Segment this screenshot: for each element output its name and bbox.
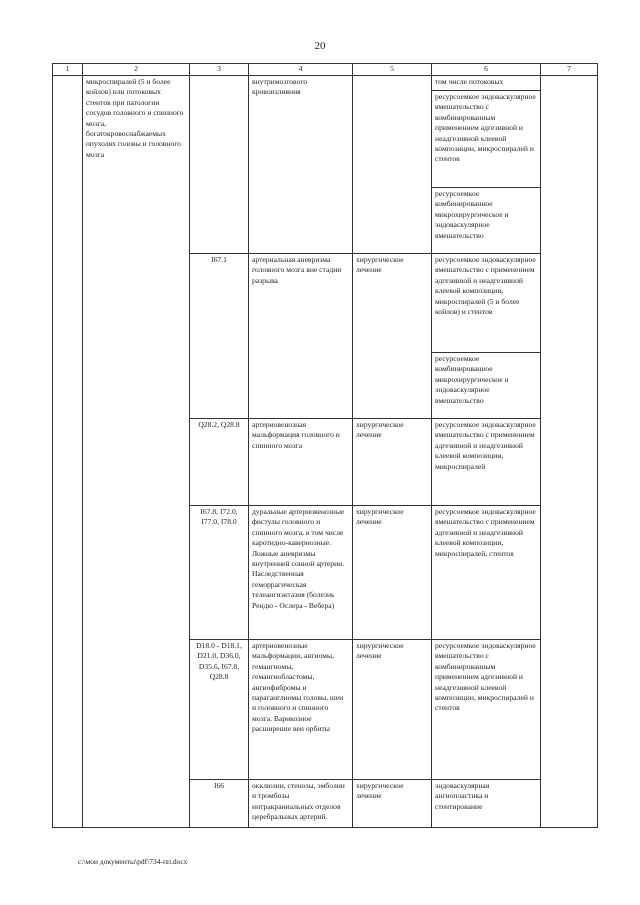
cell-method: ресурсоемкое комбинированное микрохирургическое и эндоваскулярное вмешательство bbox=[432, 353, 541, 419]
cell-icd-code: D18.0 - D18.1, D21.0, D36.0, D35.6, I67.8, Q28.8 bbox=[190, 640, 249, 780]
cell-icd-code: I66 bbox=[190, 780, 249, 828]
cell-patient-model: артериальная аневризма головного мозга вне стадии разрыва bbox=[249, 254, 353, 419]
cell-treatment-type: хирургическое лечение bbox=[353, 780, 432, 828]
cell-method: ресурсоемкое эндоваскулярное вмешательство с комбинированным применением адгезивной и неадгезивной клеевой композиции, микроспиралей и стентов bbox=[432, 91, 541, 188]
cell-patient-model: внутримозгового кровоизлияния bbox=[249, 76, 353, 254]
cell-treatment-type bbox=[353, 76, 432, 254]
cell-method: ресурсоемкое комбинированное микрохирургическое и эндоваскулярное вмешательство bbox=[432, 188, 541, 254]
cell-patient-model: артериовенозная мальформация головного и спинного мозга bbox=[249, 419, 353, 506]
cell-icd-code bbox=[190, 76, 249, 254]
cell-treatment-type: хирургическое лечение bbox=[353, 254, 432, 419]
table-row bbox=[53, 76, 598, 91]
cell-method: ресурсоемкое эндоваскулярное вмешательство с применением адгезивной и неадгезивной клеевой композиции, микроспиралей (5 и более койлов) и стентов bbox=[432, 254, 541, 353]
header-row bbox=[53, 64, 598, 76]
cell-patient-model: артериовенозные мальформации, ангиомы, гемангиомы, гемангиобластомы, ангиофибромы и параганглиомы головы, шеи и головного и спинного мозга. Варикозное расширение вен орбиты bbox=[249, 640, 353, 780]
col-header-1: 1 bbox=[53, 64, 83, 76]
col-header-2: 2 bbox=[83, 64, 190, 76]
cell-icd-code: I67.1 bbox=[190, 254, 249, 419]
cell-treatment-type: хирургическое лечение bbox=[353, 640, 432, 780]
cell-method: ресурсоемкое эндоваскулярное вмешательство с комбинированным применением адгезивной и неадгезивной клеевой композиции, микроспиралей и стентов bbox=[432, 640, 541, 780]
cell-method: эндоваскулярная ангиопластика и стентирование bbox=[432, 780, 541, 828]
cell-patient-model: дуральные артериовенозные фистулы головного и спинного мозга, в том числе каротидно-кавернозные. Ложные аневризмы внутренней сонной артерии. Наследственная геморрагическая телеангиэктазия (болезнь Рендю - Ослера - Вебера) bbox=[249, 506, 353, 640]
col-header-7: 7 bbox=[541, 64, 598, 76]
cell-intervention-name: микроспиралей (5 и более койлов) или потоковых стентов при патологии сосудов головного и спинного мозга, богатокровоснабжаемых опухолях головы и головного мозга bbox=[83, 76, 190, 828]
col-header-6: 6 bbox=[432, 64, 541, 76]
footer-file-path: c:\мои документы\pdf\734-пп.docx bbox=[78, 857, 188, 866]
procedures-table bbox=[52, 63, 598, 828]
cell-col7 bbox=[541, 76, 598, 828]
page-number: 20 bbox=[314, 40, 326, 52]
col-header-4: 4 bbox=[249, 64, 353, 76]
col-header-3: 3 bbox=[190, 64, 249, 76]
cell-treatment-type: хирургическое лечение bbox=[353, 506, 432, 640]
cell-icd-code: I67.8, I72.0, I77.0, I78.0 bbox=[190, 506, 249, 640]
cell-treatment-type: хирургическое лечение bbox=[353, 419, 432, 506]
cell-method: ресурсоемкое эндоваскулярное вмешательство с применением адгезивной и неадгезивной клеевой композиции, микроспиралей, стентов bbox=[432, 506, 541, 640]
cell-col1 bbox=[53, 76, 83, 828]
cell-method: ресурсоемкое эндоваскулярное вмешательство с применением адгезивной и неадгезивной клеевой композиции, микроспиралей bbox=[432, 419, 541, 506]
cell-icd-code: Q28.2, Q28.8 bbox=[190, 419, 249, 506]
col-header-5: 5 bbox=[353, 64, 432, 76]
cell-method: том числе потоковых bbox=[432, 76, 541, 91]
cell-patient-model: окклюзии, стенозы, эмболии и тромбозы интракраниальных отделов церебральных артерий. bbox=[249, 780, 353, 828]
